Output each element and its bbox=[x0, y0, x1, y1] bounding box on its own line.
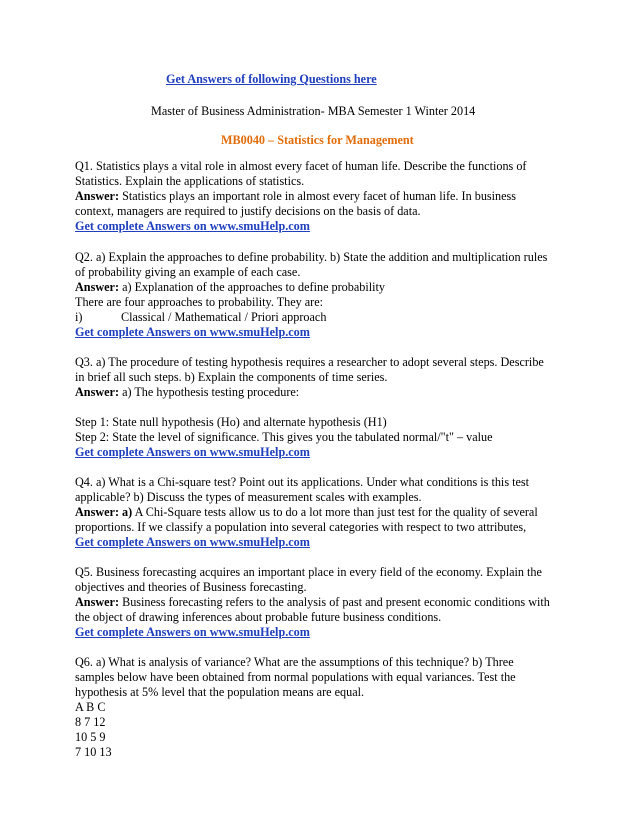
q4-answer-line-2: proportions. If we classify a population into several categories with respect to two attributes, bbox=[75, 520, 527, 534]
q5-answer-text: Business forecasting refers to the analysis of past and present economic conditions with bbox=[119, 595, 550, 609]
program-title: Master of Business Administration- MBA Semester 1 Winter 2014 bbox=[151, 104, 476, 118]
q6-table-header: A B C bbox=[75, 700, 106, 714]
q2-text-line-1: Q2. a) Explain the approaches to define probability. b) State the addition and multiplication rules bbox=[75, 250, 548, 264]
q4-text-line-2: applicable? b) Discuss the types of measurement scales with examples. bbox=[75, 490, 422, 504]
q6-text-line-1: Q6. a) What is analysis of variance? What are the assumptions of this technique? b) Three bbox=[75, 655, 514, 669]
answer-label: Answer: bbox=[75, 595, 120, 609]
q3-text-line-1: Q3. a) The procedure of testing hypothesis requires a researcher to adopt several steps. Describe bbox=[75, 355, 544, 369]
q1-text-line-2: Statistics. Explain the applications of statistics. bbox=[75, 174, 305, 188]
answer-label: Answer: bbox=[75, 385, 120, 399]
answer-label: Answer: a) bbox=[75, 505, 133, 519]
q2-answer-text: a) Explanation of the approaches to define probability bbox=[119, 280, 386, 294]
q2-list-text: Classical / Mathematical / Priori approach bbox=[121, 310, 327, 324]
q2-answers-link[interactable]: Get complete Answers on www.smuHelp.com bbox=[75, 325, 310, 339]
q3-answer-text: a) The hypothesis testing procedure: bbox=[119, 385, 300, 399]
q3-step-1: Step 1: State null hypothesis (Ho) and alternate hypothesis (H1) bbox=[75, 415, 387, 429]
q6-table-row: 7 10 13 bbox=[75, 745, 112, 759]
q3-answer-line-1 bbox=[75, 385, 299, 400]
q6-text-line-2: samples below have been obtained from normal populations with equal variances. Test the bbox=[75, 670, 516, 684]
q2-text-line-2: of probability giving an example of each case. bbox=[75, 265, 301, 279]
q1-answer-line-2: context, managers are required to justify decisions on the basis of data. bbox=[75, 204, 421, 218]
q5-text-line-2: objectives and theories of Business forecasting. bbox=[75, 580, 307, 594]
q6-table-row: 10 5 9 bbox=[75, 730, 106, 744]
q5-text-line-1: Q5. Business forecasting acquires an important place in every field of the economy. Explain the bbox=[75, 565, 542, 579]
q4-answers-link[interactable]: Get complete Answers on www.smuHelp.com bbox=[75, 535, 310, 549]
answer-label: Answer: bbox=[75, 280, 120, 294]
q3-answers-link[interactable]: Get complete Answers on www.smuHelp.com bbox=[75, 445, 310, 459]
q4-answer-text: A Chi-Square tests allow us to do a lot more than just test for the quality of several bbox=[132, 505, 538, 519]
q2-answer-line-1 bbox=[75, 280, 385, 295]
q3-step-2: Step 2: State the level of significance. This gives you the tabulated normal/"t" – value bbox=[75, 430, 493, 444]
q5-answer-line-1 bbox=[75, 595, 550, 610]
q4-answer-line-1 bbox=[75, 505, 538, 520]
q1-answers-link[interactable]: Get complete Answers on www.smuHelp.com bbox=[75, 219, 310, 233]
q3-text-line-2: in brief all such steps. b) Explain the components of time series. bbox=[75, 370, 388, 384]
q4-text-line-1: Q4. a) What is a Chi-square test? Point out its applications. Under what conditions is this test bbox=[75, 475, 530, 489]
q1-answer-text: Statistics plays an important role in almost every facet of human life. In business bbox=[119, 189, 517, 203]
q5-answers-link[interactable]: Get complete Answers on www.smuHelp.com bbox=[75, 625, 310, 639]
q2-list-item bbox=[75, 310, 326, 325]
top-answers-link[interactable]: Get Answers of following Questions here bbox=[166, 72, 377, 86]
q5-answer-line-2: the object of drawing inferences about probable future business conditions. bbox=[75, 610, 442, 624]
answer-label: Answer: bbox=[75, 189, 120, 203]
q1-answer-line-1 bbox=[75, 189, 516, 204]
q1-text-line-1: Q1. Statistics plays a vital role in almost every facet of human life. Describe the functions of bbox=[75, 159, 527, 173]
q6-text-line-3: hypothesis at 5% level that the population means are equal. bbox=[75, 685, 365, 699]
q2-answer-line-2: There are four approaches to probability. They are: bbox=[75, 295, 324, 309]
course-title: MB0040 – Statistics for Management bbox=[221, 133, 414, 147]
q6-table-row: 8 7 12 bbox=[75, 715, 106, 729]
q2-list-number: i) bbox=[75, 310, 83, 324]
